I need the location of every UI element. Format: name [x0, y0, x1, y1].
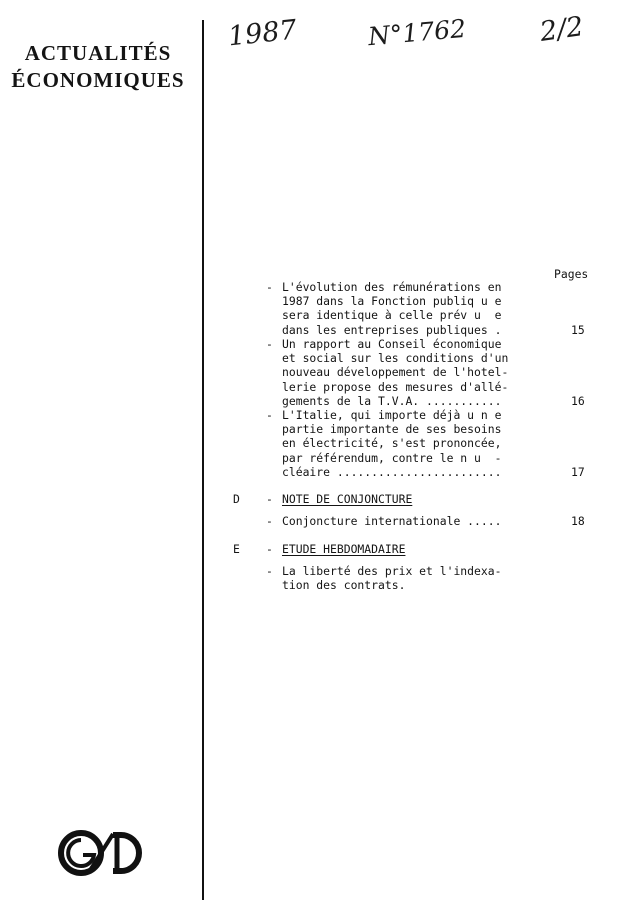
- section-letter: D: [233, 492, 240, 506]
- item-dash: -: [266, 514, 273, 528]
- item-line: cléaire ........................: [282, 464, 502, 479]
- item-dash: -: [266, 408, 273, 422]
- handwritten-issue-number: N°1762: [366, 13, 468, 52]
- item-line: L'Italie, qui importe déjà u n e: [282, 408, 502, 422]
- item-dash: -: [266, 280, 273, 294]
- vertical-rule: [202, 20, 204, 900]
- item-dash: -: [266, 337, 273, 351]
- item-line: en électricité, s'est prononcée,: [282, 436, 502, 451]
- section-dash: -: [266, 542, 273, 556]
- handwritten-year: 1987: [226, 14, 299, 53]
- masthead-line-2: ÉCONOMIQUES: [11, 68, 185, 92]
- section-dash: -: [266, 492, 273, 506]
- item-line: sera identique à celle prév u e: [282, 308, 502, 323]
- item-line: lerie propose des mesures d'allé-: [282, 379, 509, 394]
- item-line: 1987 dans la Fonction publiq u e: [282, 294, 502, 309]
- item-line: Un rapport au Conseil économique: [282, 337, 502, 351]
- page-number: 18: [571, 514, 585, 528]
- item-line: La liberté des prix et l'indexa-: [282, 564, 502, 578]
- item-line: gements de la T.V.A. ...........: [282, 393, 502, 408]
- item-line: Conjoncture internationale .....: [282, 514, 502, 528]
- item-line: L'évolution des rémunérations en: [282, 280, 502, 294]
- item-line: nouveau développement de l'hotel-: [282, 365, 509, 380]
- masthead: [0, 40, 196, 94]
- section-title: ETUDE HEBDOMADAIRE: [282, 542, 406, 556]
- item-dash: -: [266, 564, 273, 578]
- item-line: et social sur les conditions d'un: [282, 351, 509, 366]
- handwritten-part: 2/2: [538, 11, 586, 48]
- item-line: dans les entreprises publiques .: [282, 322, 502, 337]
- gd-logo: [55, 828, 150, 878]
- section-letter: E: [233, 542, 240, 556]
- item-line: tion des contrats.: [282, 578, 406, 593]
- page-number: 17: [571, 465, 585, 479]
- page-number: 15: [571, 323, 585, 337]
- masthead-line-1: ACTUALITÉS: [24, 41, 172, 65]
- section-title: NOTE DE CONJONCTURE: [282, 492, 413, 506]
- item-line: par référendum, contre le n u -: [282, 450, 502, 465]
- item-line: partie importante de ses besoins: [282, 422, 502, 437]
- pages-column-header: Pages: [554, 267, 589, 281]
- page-number: 16: [571, 394, 585, 408]
